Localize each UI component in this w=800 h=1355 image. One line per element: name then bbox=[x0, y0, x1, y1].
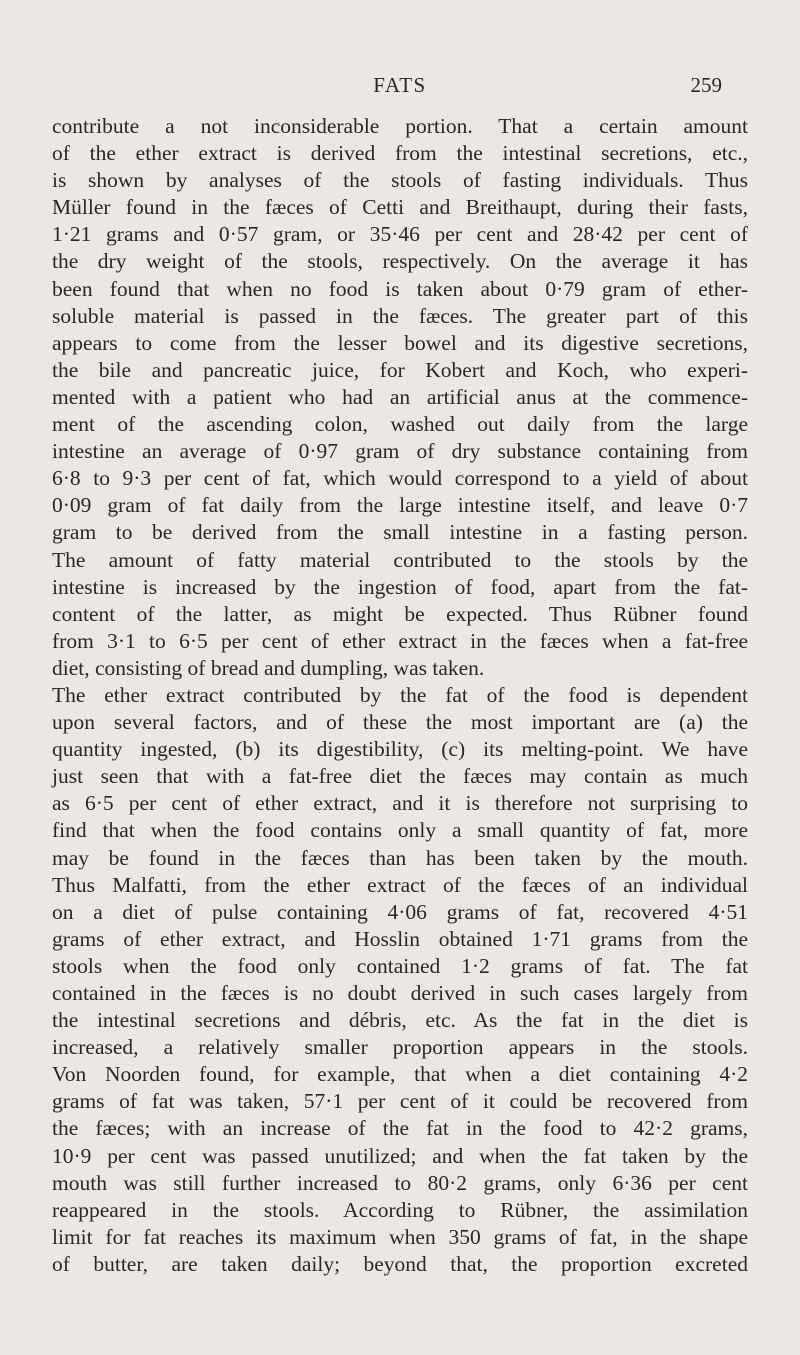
body-text bbox=[52, 113, 748, 1278]
text-line: increased, a relatively smaller proportion appears in the stools. bbox=[52, 1035, 748, 1060]
paragraph-end-line: diet, consisting of bread and dumpling, was taken. bbox=[52, 655, 485, 680]
running-head bbox=[0, 70, 800, 100]
text-line: mouth was still further increased to 80·2 grams, only 6·36 per cent bbox=[52, 1170, 748, 1195]
text-line: just seen that with a fat-free diet the fæces may contain as much bbox=[52, 764, 748, 789]
text-line: The amount of fatty material contributed to the stools by the bbox=[52, 547, 748, 572]
text-line: appears to come from the lesser bowel and its digestive secretions, bbox=[52, 330, 748, 355]
text-line: of butter, are taken daily; beyond that, the proportion excreted bbox=[52, 1251, 748, 1276]
text-line: upon several factors, and of these the most important are (a) the bbox=[52, 710, 748, 735]
text-line: been found that when no food is taken about 0·79 gram of ether- bbox=[52, 276, 748, 301]
text-line: limit for fat reaches its maximum when 350 grams of fat, in the shape bbox=[52, 1224, 748, 1249]
text-line: ment of the ascending colon, washed out daily from the large bbox=[52, 412, 748, 437]
text-line: The ether extract contributed by the fat of the food is dependent bbox=[52, 682, 748, 707]
text-line: contained in the fæces is no doubt derived in such cases largely from bbox=[52, 981, 748, 1005]
text-line: from 3·1 to 6·5 per cent of ether extract in the fæces when a fat-free bbox=[52, 628, 748, 653]
text-line: on a diet of pulse containing 4·06 grams of fat, recovered 4·51 bbox=[52, 899, 748, 924]
text-line: intestine is increased by the ingestion of food, apart from the fat- bbox=[52, 574, 748, 599]
text-line: 1·21 grams and 0·57 gram, or 35·46 per cent and 28·42 per cent of bbox=[52, 222, 748, 247]
text-line: Müller found in the fæces of Cetti and Breithaupt, during their fasts, bbox=[52, 195, 748, 220]
text-line: the bile and pancreatic juice, for Kobert and Koch, who experi- bbox=[52, 357, 748, 382]
text-line: mented with a patient who had an artificial anus at the commence- bbox=[52, 384, 748, 409]
text-line: as 6·5 per cent of ether extract, and it is therefore not surprising to bbox=[52, 791, 748, 816]
text-line: Thus Malfatti, from the ether extract of the fæces of an individual bbox=[52, 872, 748, 897]
text-line: soluble material is passed in the fæces. The greater part of this bbox=[52, 303, 748, 328]
text-line: grams of ether extract, and Hosslin obtained 1·71 grams from the bbox=[52, 926, 748, 951]
text-line: may be found in the fæces than has been taken by the mouth. bbox=[52, 845, 748, 870]
text-line: 6·8 to 9·3 per cent of fat, which would correspond to a yield of about bbox=[52, 466, 748, 491]
text-line: the dry weight of the stools, respectively. On the average it has bbox=[52, 249, 748, 274]
text-line: of the ether extract is derived from the intestinal secretions, etc., bbox=[52, 141, 748, 166]
text-line: stools when the food only contained 1·2 grams of fat. The fat bbox=[52, 953, 748, 978]
text-line: intestine an average of 0·97 gram of dry substance containing from bbox=[52, 439, 748, 464]
text-line: content of the latter, as might be expected. Thus Rübner found bbox=[52, 601, 748, 626]
text-line: contribute a not inconsiderable portion. That a certain amount bbox=[52, 114, 748, 138]
text-line: the intestinal secretions and débris, etc. As the fat in the diet is bbox=[52, 1008, 748, 1033]
text-line: gram to be derived from the small intestine in a fasting person. bbox=[52, 520, 748, 545]
text-line: grams of fat was taken, 57·1 per cent of it could be recovered from bbox=[52, 1089, 748, 1114]
text-line: is shown by analyses of the stools of fasting individuals. Thus bbox=[52, 168, 748, 193]
page-number: 259 bbox=[690, 73, 722, 97]
text-line: quantity ingested, (b) its digestibility, (c) its melting-point. We have bbox=[52, 737, 748, 762]
text-line: Von Noorden found, for example, that when a diet containing 4·2 bbox=[52, 1062, 748, 1087]
text-line: 10·9 per cent was passed unutilized; and when the fat taken by the bbox=[52, 1143, 748, 1168]
text-line: reappeared in the stools. According to Rübner, the assimilation bbox=[52, 1197, 748, 1222]
text-line: 0·09 gram of fat daily from the large intestine itself, and leave 0·7 bbox=[52, 493, 748, 518]
text-line: find that when the food contains only a small quantity of fat, more bbox=[52, 818, 748, 843]
chapter-title: FATS bbox=[373, 73, 427, 97]
text-line: the fæces; with an increase of the fat in the food to 42·2 grams, bbox=[52, 1116, 748, 1141]
